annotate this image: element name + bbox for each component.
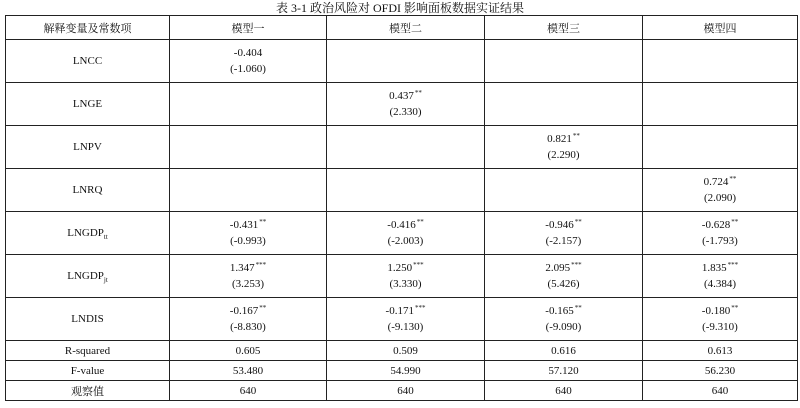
coefficient-block bbox=[230, 217, 266, 249]
coefficient-line bbox=[387, 260, 423, 276]
table-row bbox=[6, 83, 798, 126]
variable-label bbox=[6, 298, 170, 341]
variable-subscript: jt bbox=[103, 276, 108, 284]
result-cell bbox=[643, 212, 798, 255]
coefficient-value: -0.165 bbox=[545, 305, 574, 317]
stat-value: 640 bbox=[327, 381, 485, 401]
result-cell bbox=[643, 298, 798, 341]
significance-stars: ** bbox=[414, 89, 422, 97]
result-cell bbox=[170, 83, 327, 126]
t-statistic: (2.290) bbox=[547, 149, 580, 161]
result-cell bbox=[327, 83, 485, 126]
coefficient-block bbox=[545, 260, 581, 292]
coefficient-block bbox=[704, 174, 737, 206]
result-cell bbox=[170, 212, 327, 255]
result-cell bbox=[643, 169, 798, 212]
result-cell bbox=[643, 255, 798, 298]
variable-subscript: tt bbox=[103, 233, 108, 241]
coefficient-line bbox=[230, 260, 266, 276]
coefficient-line bbox=[702, 303, 738, 319]
coefficient-block bbox=[545, 303, 581, 335]
coefficient-block bbox=[547, 131, 580, 163]
result-cell bbox=[327, 212, 485, 255]
variable-label bbox=[6, 83, 170, 126]
result-cell bbox=[170, 40, 327, 83]
coefficient-block bbox=[230, 260, 266, 292]
variable-name: LNPV bbox=[73, 141, 102, 153]
coefficient-line bbox=[545, 217, 581, 233]
result-cell bbox=[327, 169, 485, 212]
coefficient-line bbox=[702, 260, 738, 276]
stat-value: 640 bbox=[170, 381, 327, 401]
significance-stars: *** bbox=[255, 261, 267, 269]
variable-label bbox=[6, 212, 170, 255]
coefficient-block bbox=[545, 217, 581, 249]
coefficient-line bbox=[230, 217, 266, 233]
t-statistic: (-2.003) bbox=[387, 235, 424, 247]
result-cell bbox=[327, 255, 485, 298]
table-body bbox=[6, 40, 798, 401]
t-statistic: (5.426) bbox=[547, 278, 580, 290]
coefficient-value: -0.171 bbox=[385, 305, 414, 317]
header-model-2: 模型二 bbox=[327, 16, 485, 40]
coefficient-block bbox=[702, 303, 738, 335]
t-statistic: (-1.793) bbox=[702, 235, 738, 247]
significance-stars: ** bbox=[731, 304, 739, 312]
coefficient-line bbox=[545, 303, 581, 319]
significance-stars: ** bbox=[416, 218, 424, 226]
t-statistic: (2.330) bbox=[389, 106, 422, 118]
header-variable: 解释变量及常数项 bbox=[6, 16, 170, 40]
t-statistic: (-9.310) bbox=[702, 321, 738, 333]
coefficient-line bbox=[386, 303, 426, 319]
variable-name: LNDIS bbox=[71, 313, 104, 325]
stat-row bbox=[6, 361, 798, 381]
result-cell bbox=[485, 126, 643, 169]
significance-stars: *** bbox=[414, 304, 426, 312]
result-cell bbox=[643, 40, 798, 83]
coefficient-value: -0.167 bbox=[229, 305, 259, 317]
coefficient-value: -0.416 bbox=[387, 219, 416, 231]
result-cell bbox=[485, 298, 643, 341]
stat-row bbox=[6, 341, 798, 361]
table-row bbox=[6, 255, 798, 298]
table-row bbox=[6, 40, 798, 83]
result-cell bbox=[327, 126, 485, 169]
table-caption: 表 3-1 政治风险对 OFDI 影响面板数据实证结果 bbox=[276, 1, 524, 15]
stat-value: 0.605 bbox=[170, 341, 327, 361]
coefficient-value: -0.628 bbox=[701, 219, 731, 231]
coefficient-value: -0.946 bbox=[545, 219, 574, 231]
table-row bbox=[6, 298, 798, 341]
significance-stars: ** bbox=[729, 175, 737, 183]
variable-name: LNGDP bbox=[67, 227, 104, 239]
coefficient-value: 1.347 bbox=[229, 262, 255, 274]
result-cell bbox=[485, 212, 643, 255]
coefficient-block bbox=[387, 217, 423, 249]
stat-value: 54.990 bbox=[327, 361, 485, 381]
coefficient-value: 0.821 bbox=[547, 133, 572, 145]
result-cell bbox=[327, 298, 485, 341]
variable-label bbox=[6, 169, 170, 212]
t-statistic: (4.384) bbox=[703, 278, 737, 290]
coefficient-line bbox=[389, 88, 422, 104]
coefficient-value: 1.835 bbox=[701, 262, 727, 274]
coefficient-value: -0.431 bbox=[229, 219, 259, 231]
coefficient-value: 1.250 bbox=[387, 262, 413, 274]
significance-stars: ** bbox=[259, 218, 267, 226]
significance-stars: ** bbox=[574, 218, 582, 226]
result-cell bbox=[170, 126, 327, 169]
header-model-4: 模型四 bbox=[643, 16, 798, 40]
stat-value: 56.230 bbox=[643, 361, 798, 381]
stat-label: R-squared bbox=[6, 341, 170, 361]
regression-results-table bbox=[5, 15, 798, 401]
coefficient-line bbox=[230, 45, 266, 61]
t-statistic: (-9.130) bbox=[387, 321, 424, 333]
result-cell bbox=[643, 83, 798, 126]
table-row bbox=[6, 212, 798, 255]
table-row bbox=[6, 126, 798, 169]
variable-name: LNGE bbox=[72, 98, 103, 110]
variable-label bbox=[6, 40, 170, 83]
coefficient-block bbox=[702, 260, 738, 292]
t-statistic: (-2.157) bbox=[545, 235, 582, 247]
coefficient-block bbox=[387, 260, 423, 292]
result-cell bbox=[170, 298, 327, 341]
significance-stars: *** bbox=[571, 261, 582, 269]
coefficient-value: -0.404 bbox=[233, 47, 263, 59]
significance-stars: *** bbox=[727, 261, 739, 269]
stat-value: 0.613 bbox=[643, 341, 798, 361]
significance-stars: ** bbox=[731, 218, 739, 226]
stat-value: 640 bbox=[485, 381, 643, 401]
stat-label: F-value bbox=[6, 361, 170, 381]
coefficient-line bbox=[702, 217, 738, 233]
coefficient-line bbox=[547, 131, 580, 147]
coefficient-block bbox=[389, 88, 422, 120]
coefficient-line bbox=[230, 303, 266, 319]
t-statistic: (2.090) bbox=[703, 192, 737, 204]
coefficient-block bbox=[386, 303, 426, 335]
result-cell bbox=[643, 126, 798, 169]
t-statistic: (-9.090) bbox=[545, 321, 582, 333]
variable-label bbox=[6, 126, 170, 169]
t-statistic: (-1.060) bbox=[230, 63, 266, 75]
result-cell bbox=[170, 255, 327, 298]
stat-value: 640 bbox=[643, 381, 798, 401]
variable-name: LNRQ bbox=[72, 184, 103, 196]
coefficient-line bbox=[387, 217, 423, 233]
stat-label: 观察值 bbox=[6, 381, 170, 401]
stat-value: 0.616 bbox=[485, 341, 643, 361]
t-statistic: (-0.993) bbox=[230, 235, 266, 247]
table-row bbox=[6, 169, 798, 212]
significance-stars: ** bbox=[259, 304, 267, 312]
header-row bbox=[6, 16, 798, 40]
stat-value: 57.120 bbox=[485, 361, 643, 381]
variable-name: LNGDP bbox=[67, 270, 104, 282]
coefficient-value: -0.180 bbox=[701, 305, 731, 317]
coefficient-block bbox=[230, 45, 266, 77]
header-model-3: 模型三 bbox=[485, 16, 643, 40]
coefficient-line bbox=[545, 260, 581, 276]
stat-row bbox=[6, 381, 798, 401]
significance-stars: *** bbox=[413, 261, 424, 269]
coefficient-block bbox=[230, 303, 266, 335]
result-cell bbox=[485, 40, 643, 83]
result-cell bbox=[327, 40, 485, 83]
variable-name: LNCC bbox=[72, 55, 103, 67]
stat-value: 0.509 bbox=[327, 341, 485, 361]
significance-stars: ** bbox=[572, 132, 580, 140]
result-cell bbox=[485, 169, 643, 212]
t-statistic: (-8.830) bbox=[230, 321, 266, 333]
result-cell bbox=[485, 83, 643, 126]
header-model-1: 模型一 bbox=[170, 16, 327, 40]
t-statistic: (3.253) bbox=[231, 278, 265, 290]
result-cell bbox=[485, 255, 643, 298]
significance-stars: ** bbox=[574, 304, 582, 312]
coefficient-block bbox=[702, 217, 738, 249]
coefficient-value: 2.095 bbox=[545, 262, 571, 274]
coefficient-value: 0.437 bbox=[389, 90, 414, 102]
coefficient-value: 0.724 bbox=[703, 176, 729, 188]
result-cell bbox=[170, 169, 327, 212]
stat-value: 53.480 bbox=[170, 361, 327, 381]
variable-label bbox=[6, 255, 170, 298]
t-statistic: (3.330) bbox=[389, 278, 422, 290]
coefficient-line bbox=[704, 174, 737, 190]
